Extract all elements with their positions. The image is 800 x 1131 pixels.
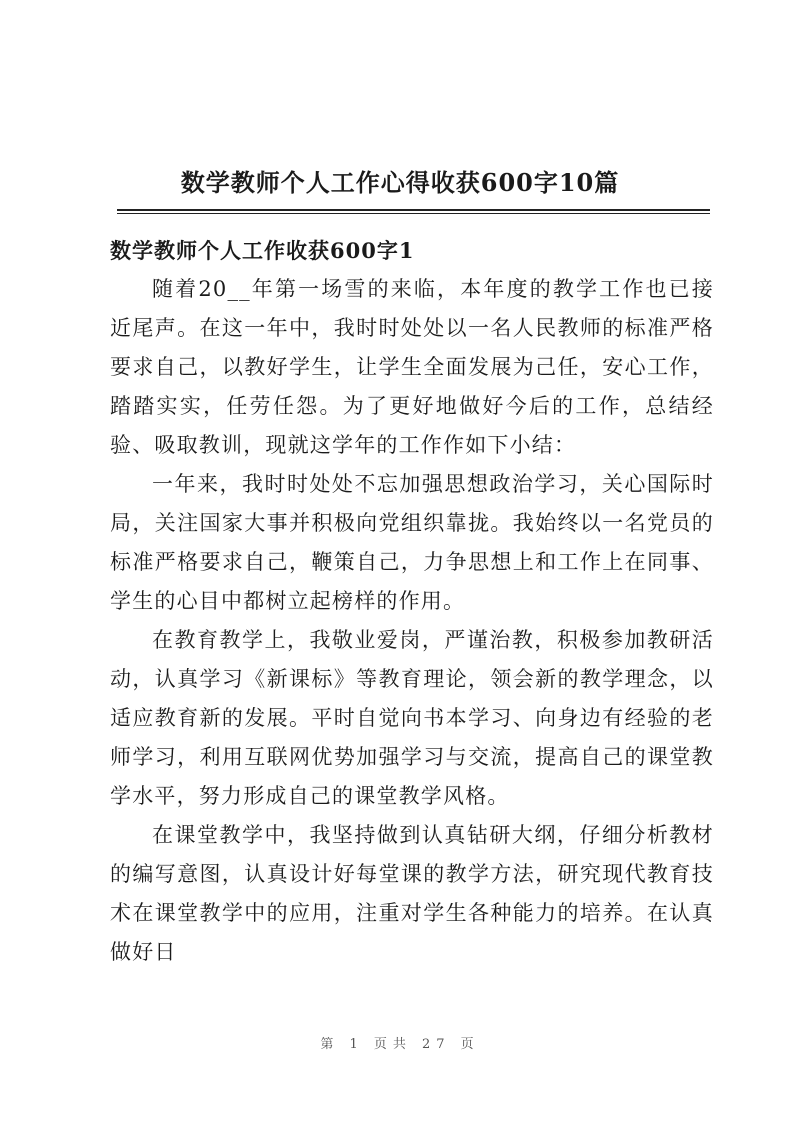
section-heading: 数学教师个人工作收获600字1 bbox=[110, 238, 415, 263]
title-divider bbox=[117, 209, 710, 214]
document-title: 数学教师个人工作心得收获600字10篇 bbox=[180, 168, 620, 197]
paragraph: 在教育教学上，我敬业爱岗，严谨治教，积极参加教研活动，认真学习《新课标》等教育理论，领会新的教学理念，以适应教育新的发展。平时自觉向书本学习、向身边有经验的老师学习，利用互联网优势加强学习与交流，提高自己的课堂教学水平，努力形成自己的课堂教学风格。 bbox=[110, 628, 714, 808]
page-number-footer: 第 1 页共 27 页 bbox=[320, 1037, 480, 1052]
paragraph: 随着20__年第一场雪的来临，本年度的教学工作也已接近尾声。在这一年中，我时时处处以一名人民教师的标准严格要求自己，以教好学生，让学生全面发展为己任，安心工作，踏踏实实，任劳任怨。为了更好地做好今后的工作，总结经验、吸取教训，现就这学年的工作作如下小结： bbox=[110, 277, 714, 457]
paragraph: 在课堂教学中，我坚持做到认真钻研大纲，仔细分析教材的编写意图，认真设计好每堂课的教学方法，研究现代教育技术在课堂教学中的应用，注重对学生各种能力的培养。在认真做好日 bbox=[110, 823, 714, 964]
body-text bbox=[110, 270, 714, 972]
paragraph: 一年来，我时时处处不忘加强思想政治学习，关心国际时局，关注国家大事并积极向党组织靠拢。我始终以一名党员的标准严格要求自己，鞭策自己，力争思想上和工作上在同事、学生的心目中都树立起榜样的作用。 bbox=[110, 472, 714, 613]
